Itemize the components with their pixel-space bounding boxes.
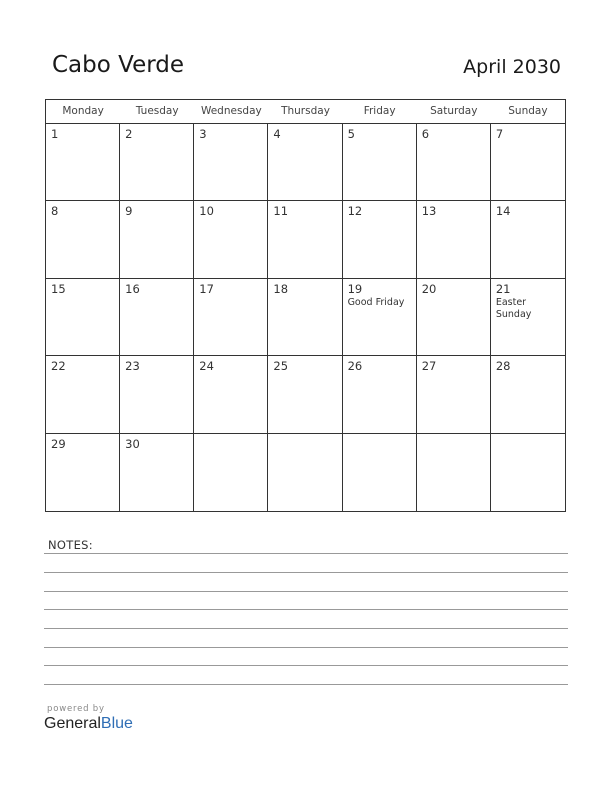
note-line: [44, 647, 568, 648]
day-number: 19: [347, 281, 363, 296]
day-number: 25: [273, 359, 289, 374]
day-cell: [343, 201, 417, 278]
day-cell: [417, 356, 491, 433]
weekday-header-saturday: Saturday: [430, 105, 478, 117]
holiday-label: Good Friday: [347, 296, 405, 308]
day-number: 2: [125, 127, 133, 141]
day-cell: [120, 201, 194, 278]
weekday-header-monday: Monday: [62, 105, 104, 117]
day-cell: [417, 279, 491, 356]
brand-name-part2: Blue: [100, 715, 133, 732]
brand-name-part1: General: [44, 715, 101, 732]
day-cell: [268, 356, 342, 433]
brand-logo[interactable]: [44, 716, 133, 732]
day-cell: [46, 356, 120, 433]
day-cell: [46, 201, 120, 278]
weekday-header-row: [46, 100, 565, 124]
day-cell: [417, 434, 491, 511]
day-number: 5: [347, 127, 355, 141]
day-number: 15: [51, 281, 66, 296]
day-number: 9: [125, 204, 133, 219]
day-number: 11: [273, 204, 289, 219]
note-line: [44, 684, 568, 685]
day-cell: [417, 124, 491, 201]
day-cell: [46, 434, 120, 511]
day-cell: [491, 201, 565, 278]
day-number: 30: [125, 436, 140, 451]
day-cell: [120, 279, 194, 356]
day-number: 22: [51, 359, 66, 374]
day-number: 6: [421, 127, 430, 141]
note-line: [44, 553, 568, 554]
day-cell: [268, 434, 342, 511]
day-number: 10: [199, 204, 214, 219]
day-cell: [343, 124, 417, 201]
day-number: 28: [495, 359, 511, 374]
weekday-header-tuesday: Tuesday: [135, 105, 179, 117]
holiday-label: Easter Sunday: [495, 296, 532, 320]
powered-by-label: powered by: [47, 704, 105, 714]
day-number: 21: [495, 281, 511, 296]
day-cell: [194, 279, 268, 356]
weekday-header-wednesday: Wednesday: [200, 105, 262, 117]
day-cell: [194, 201, 268, 278]
day-number: 26: [347, 359, 363, 374]
day-cell: [491, 279, 565, 356]
day-cell: [120, 124, 194, 201]
day-cell: [120, 356, 194, 433]
day-cell: [268, 201, 342, 278]
day-number: 3: [199, 127, 207, 141]
day-number: 13: [421, 204, 437, 219]
day-cell: [194, 124, 268, 201]
day-cell: [268, 124, 342, 201]
calendar-grid: [45, 99, 566, 512]
day-cell: [491, 356, 565, 433]
day-cell: [194, 356, 268, 433]
weekday-header-friday: Friday: [363, 105, 396, 117]
day-number: 7: [495, 127, 504, 141]
day-cell: [491, 124, 565, 201]
day-number: 27: [421, 359, 437, 374]
notes-label: NOTES:: [48, 538, 93, 552]
day-cell: [120, 434, 194, 511]
day-number: 20: [421, 281, 437, 296]
day-number: 24: [199, 359, 214, 374]
day-cell: [417, 201, 491, 278]
note-line: [44, 572, 568, 573]
day-cell: [343, 279, 417, 356]
day-number: 17: [199, 281, 214, 296]
month-year-label: April 2030: [463, 56, 561, 78]
page-title: Cabo Verde: [52, 52, 185, 78]
day-number: 12: [347, 204, 363, 219]
note-line: [44, 591, 568, 592]
day-number: 29: [51, 436, 66, 451]
day-cell: [491, 434, 565, 511]
day-cell: [343, 356, 417, 433]
day-cell: [268, 279, 342, 356]
day-number: 23: [125, 359, 140, 374]
note-line: [44, 665, 568, 666]
day-number: 18: [273, 281, 289, 296]
day-number: 14: [495, 204, 511, 219]
note-line: [44, 628, 568, 629]
calendar-days: [46, 124, 565, 511]
day-cell: [46, 279, 120, 356]
day-cell: [46, 124, 120, 201]
day-cell: [343, 434, 417, 511]
day-number: 8: [51, 204, 59, 219]
day-cell: [194, 434, 268, 511]
weekday-header-sunday: Sunday: [508, 105, 548, 117]
day-number: 16: [125, 281, 140, 296]
note-line: [44, 609, 568, 610]
day-number: 4: [273, 127, 281, 141]
day-number: 1: [51, 127, 59, 141]
weekday-header-thursday: Thursday: [281, 105, 330, 117]
